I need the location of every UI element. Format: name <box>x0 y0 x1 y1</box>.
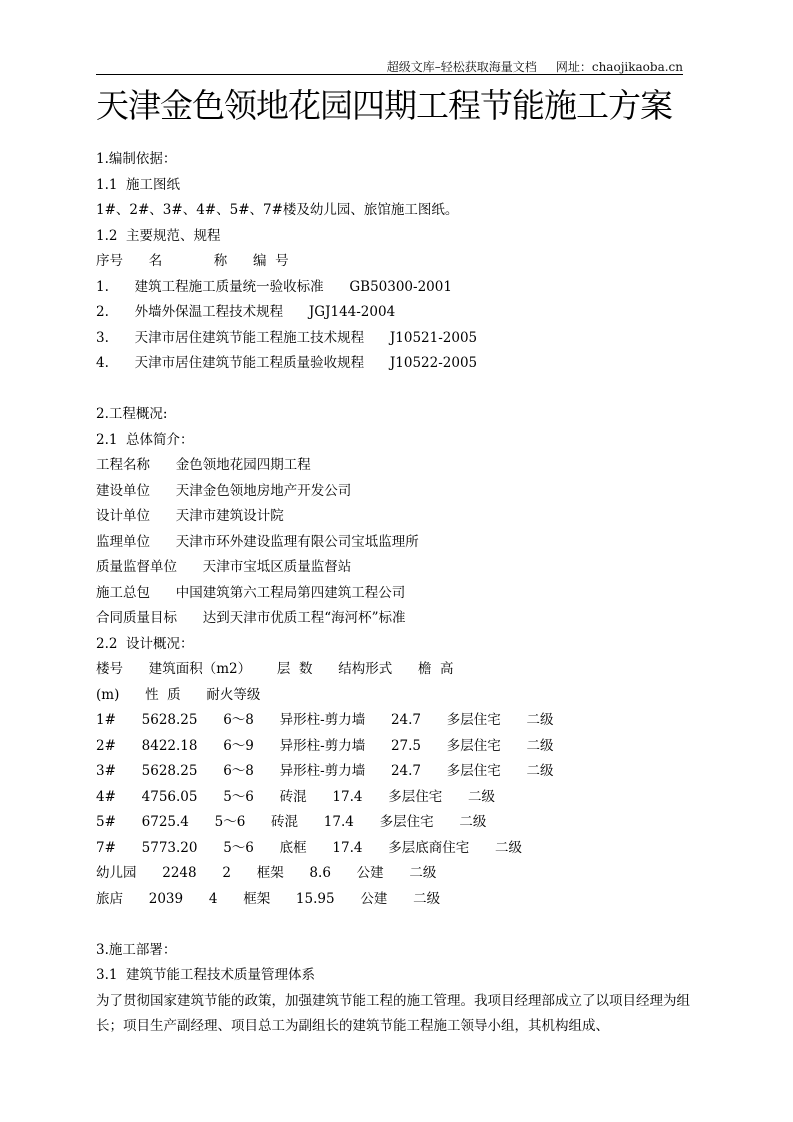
header-rule <box>96 74 683 75</box>
section-heading: 1.编制依据： <box>96 151 177 167</box>
design-table-header: (m) 性 质 耐火等级 <box>96 686 261 703</box>
subsection-heading: 2.2 设计概况： <box>96 635 194 652</box>
overview-row: 建设单位 天津金色领地房地产开发公司 <box>96 482 352 499</box>
subsection-heading: 1.1 施工图纸 <box>96 176 181 193</box>
header-url: 网址：chaojikaoba.cn <box>555 60 683 74</box>
design-table-row: 1# 5628.25 6～8 异形柱-剪力墙 24.7 多层住宅 二级 <box>96 712 554 728</box>
overview-row: 工程名称 金色领地花园四期工程 <box>96 457 311 473</box>
overview-row: 监理单位 天津市环外建设监理有限公司宝坻监理所 <box>96 533 419 550</box>
design-table-row: 7# 5773.20 5～6 底框 17.4 多层底商住宅 二级 <box>96 839 522 856</box>
overview-row: 施工总包 中国建筑第六工程局第四建筑工程公司 <box>96 584 406 601</box>
page-header <box>387 58 683 75</box>
blank-line <box>96 912 696 938</box>
design-table-row: 2# 8422.18 6～9 异形柱-剪力墙 27.5 多层住宅 二级 <box>96 737 554 754</box>
document-title: 天津金色领地花园四期工程节能施工方案 <box>96 86 672 125</box>
standards-row: 2. 外墙外保温工程技术规程 JGJ144-2004 <box>96 304 396 320</box>
standards-row: 1. 建筑工程施工质量统一验收标准 GB50300-2001 <box>96 278 452 295</box>
design-table-row: 5# 6725.4 5～6 砖混 17.4 多层住宅 二级 <box>96 814 487 830</box>
standards-row: 3. 天津市居住建筑节能工程施工技术规程 J10521-2005 <box>96 329 478 346</box>
overview-row: 合同质量目标 达到天津市优质工程“海河杯”标准 <box>96 610 406 626</box>
section-heading: 3.施工部署： <box>96 941 177 958</box>
standards-header: 序号 名 称 编 号 <box>96 253 289 269</box>
design-table-row: 旅店 2039 4 框架 15.95 公建 二级 <box>96 890 441 907</box>
design-table-row: 4# 4756.05 5～6 砖混 17.4 多层住宅 二级 <box>96 788 495 805</box>
standards-row: 4. 天津市居住建筑节能工程质量验收规程 J10522-2005 <box>96 355 478 371</box>
subsection-heading: 1.2 主要规范、规程 <box>96 227 221 244</box>
design-table-header: 楼号 建筑面积（m2） 层 数 结构形式 檐 高 <box>96 661 454 677</box>
blank-line <box>96 377 696 403</box>
section-heading: 2.工程概况: <box>96 406 168 422</box>
design-table-row: 幼儿园 2248 2 框架 8.6 公建 二级 <box>96 865 437 881</box>
document-body <box>96 147 696 1040</box>
paragraph: 为了贯彻国家建筑节能的政策，加强建筑节能工程的施工管理。我项目经理部成立了以项目经理为组长；项目生产副经理、项目总工为副组长的建筑节能工程施工领导小组，其机构组成、 <box>96 992 690 1034</box>
overview-row: 质量监督单位 天津市宝坻区质量监督站 <box>96 559 352 575</box>
subsection-heading: 2.1 总体简介： <box>96 431 194 448</box>
paragraph: 1#、2#、3#、4#、5#、7#楼及幼儿园、旅馆施工图纸。 <box>96 202 459 218</box>
header-site: 超级文库–轻松获取海量文档 <box>386 60 537 74</box>
subsection-heading: 3.1 建筑节能工程技术质量管理体系 <box>96 967 316 983</box>
design-table-row: 3# 5628.25 6～8 异形柱-剪力墙 24.7 多层住宅 二级 <box>96 763 554 779</box>
overview-row: 设计单位 天津市建筑设计院 <box>96 508 284 524</box>
